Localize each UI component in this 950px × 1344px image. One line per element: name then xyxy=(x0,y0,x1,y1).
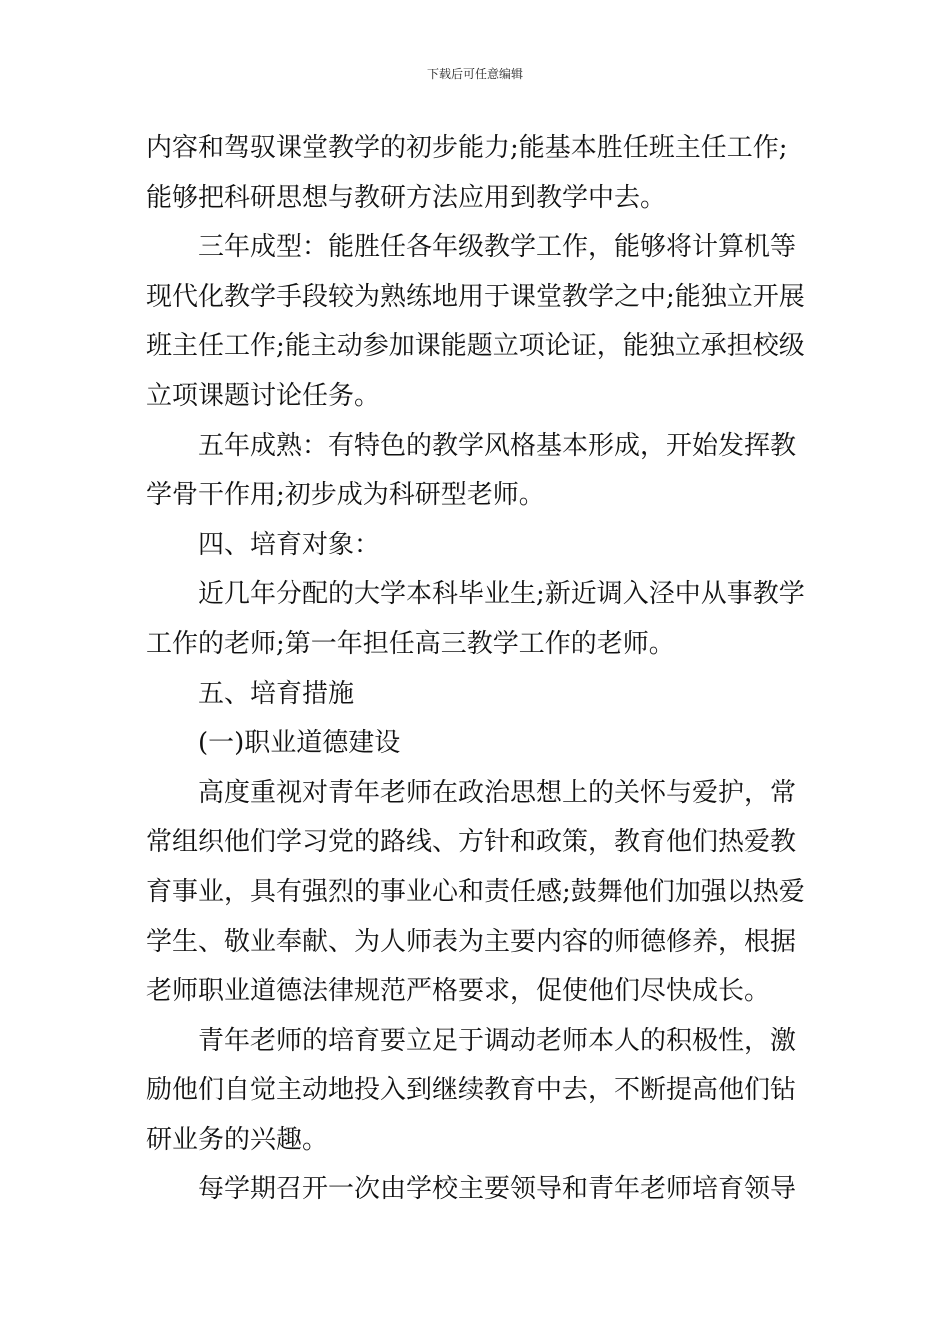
text-line: 学生、敬业奉献、为人师表为主要内容的师德修养，根据 xyxy=(146,926,797,957)
text-line: 育事业，具有强烈的事业心和责任感;鼓舞他们加强以热爱 xyxy=(146,876,805,907)
text-line: 内容和驾驭课堂教学的初步能力;能基本胜任班主任工作; xyxy=(146,133,788,163)
paragraph-start-line: 青年老师的培育要立足于调动老师本人的积极性，激 xyxy=(198,1025,797,1056)
text-line: 常组织他们学习党的路线、方针和政策，教育他们热爱教 xyxy=(146,827,797,858)
section-heading: 四、培育对象： xyxy=(198,529,381,560)
section-heading: 五、培育措施 xyxy=(198,678,355,709)
paragraph-start-line: 每学期召开一次由学校主要领导和青年老师培育领导 xyxy=(198,1174,797,1205)
document-body xyxy=(146,124,811,1215)
text-line: 励他们自觉主动地投入到继续教育中去，不断提高他们钻 xyxy=(146,1075,797,1106)
page-header: 下载后可任意编辑 xyxy=(426,67,523,81)
text-line: 现代化教学手段较为熟练地用于课堂教学之中;能独立开展 xyxy=(146,281,805,312)
text-line: 工作的老师;第一年担任高三教学工作的老师。 xyxy=(146,628,675,659)
text-line: 能够把科研思想与教研方法应用到教学中去。 xyxy=(146,182,667,213)
paragraph-start-line: 近几年分配的大学本科毕业生;新近调入泾中从事教学 xyxy=(198,579,805,610)
text-line: 立项课题讨论任务。 xyxy=(146,380,381,411)
text-line: 班主任工作;能主动参加课能题立项论证，能独立承担校级 xyxy=(146,331,805,362)
paragraph-start-line: 三年成型：能胜任各年级教学工作，能够将计算机等 xyxy=(198,232,797,263)
subsection-heading: (一)职业道德建设 xyxy=(198,728,401,759)
paragraph-start-line: 五年成熟：有特色的教学风格基本形成，开始发挥教 xyxy=(198,430,797,461)
paragraph-start-line: 高度重视对青年老师在政治思想上的关怀与爱护，常 xyxy=(198,777,797,808)
text-line: 学骨干作用;初步成为科研型老师。 xyxy=(146,480,545,511)
text-line: 研业务的兴趣。 xyxy=(146,1124,329,1155)
text-line: 老师职业道德法律规范严格要求，促使他们尽快成长。 xyxy=(146,976,771,1007)
